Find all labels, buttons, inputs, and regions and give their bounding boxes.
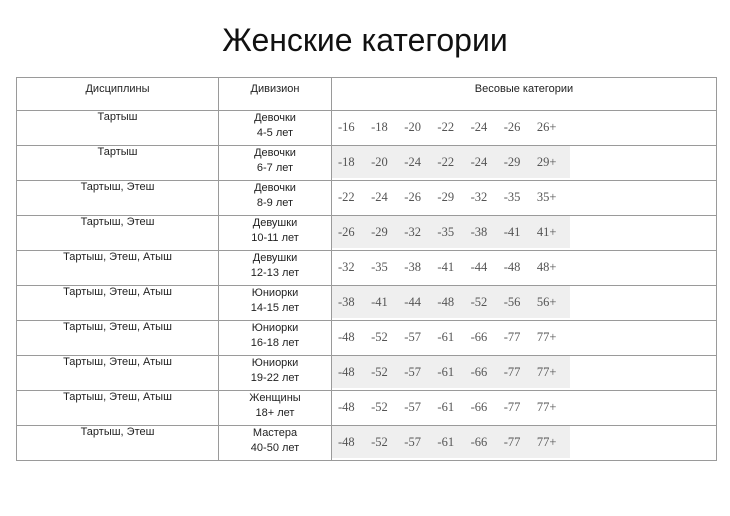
weights-group [332, 286, 570, 318]
weight-value: -24 [371, 189, 388, 204]
weight-value: -22 [338, 189, 355, 204]
weight-value: -77 [503, 364, 521, 379]
weights-cell [332, 286, 717, 321]
weight-value: -77 [503, 329, 521, 344]
table-row [17, 216, 717, 251]
weight-value: -16 [338, 119, 355, 134]
weight-value: -61 [437, 399, 455, 414]
division-cell [219, 286, 332, 321]
weight-value: 77+ [536, 364, 557, 379]
division-cell [219, 251, 332, 286]
division-cell [219, 426, 332, 461]
weight-value: -41 [371, 294, 388, 309]
age-label: 8-9 лет [256, 197, 294, 209]
division-cell [219, 181, 332, 216]
table-row [17, 391, 717, 426]
weights-group [332, 111, 570, 143]
weight-value: -61 [437, 329, 455, 344]
weight-value: 29+ [536, 154, 557, 169]
division-cell [219, 216, 332, 251]
weights-cell [332, 251, 717, 286]
weight-value: -22 [437, 154, 455, 169]
weight-value: -32 [470, 189, 488, 204]
weight-value: 48+ [536, 259, 557, 274]
weight-value: -29 [371, 224, 388, 239]
weight-value: -26 [338, 224, 355, 239]
table-row [17, 356, 717, 391]
weight-value: -32 [404, 224, 421, 239]
weight-value: -44 [470, 259, 488, 274]
weights-group [332, 181, 570, 213]
weights-group [332, 391, 570, 423]
weight-value: -38 [338, 294, 355, 309]
weight-value: 77+ [536, 329, 557, 344]
weight-value: -56 [503, 294, 521, 309]
weight-value: -66 [470, 364, 488, 379]
division-cell [219, 391, 332, 426]
weight-value: -20 [404, 119, 421, 134]
weight-value: -48 [338, 434, 355, 449]
weight-value: -48 [437, 294, 455, 309]
division-cell [219, 321, 332, 356]
weight-value: 26+ [536, 119, 557, 134]
weight-value: 77+ [536, 434, 557, 449]
weight-value: -26 [503, 119, 521, 134]
weight-value: 77+ [536, 399, 557, 414]
weight-value: -52 [371, 329, 388, 344]
age-label: 16-18 лет [250, 337, 300, 349]
age-label: 40-50 лет [250, 442, 300, 454]
age-label: 14-15 лет [250, 302, 300, 314]
weights-cell [332, 321, 717, 356]
weight-value: -26 [404, 189, 421, 204]
division-label: Девочки [254, 112, 296, 124]
weight-value: -18 [338, 154, 355, 169]
discipline-cell: Тартыш, Этеш, Атыш [17, 251, 219, 286]
discipline-cell: Тартыш, Этеш, Атыш [17, 286, 219, 321]
discipline-cell: Тартыш [17, 111, 219, 146]
header-division: Дивизион [219, 78, 332, 111]
discipline-cell: Тартыш, Этеш [17, 426, 219, 461]
weight-value: 35+ [536, 189, 557, 204]
weight-value: -52 [470, 294, 488, 309]
age-label: 18+ лет [255, 407, 295, 419]
weights-cell [332, 216, 717, 251]
weights-group [332, 321, 570, 353]
weight-value: -24 [404, 154, 421, 169]
header-disciplines: Дисциплины [17, 78, 219, 111]
weight-value: -77 [503, 434, 521, 449]
weight-value: -77 [503, 399, 521, 414]
discipline-cell: Тартыш, Этеш, Атыш [17, 321, 219, 356]
weights-group [332, 251, 570, 283]
weight-value: -57 [404, 434, 421, 449]
discipline-cell: Тартыш, Этеш, Атыш [17, 391, 219, 426]
weights-cell [332, 111, 717, 146]
discipline-cell: Тартыш, Этеш [17, 181, 219, 216]
weight-value: -61 [437, 364, 455, 379]
weight-value: -35 [437, 224, 455, 239]
weight-value: -32 [338, 259, 355, 274]
weight-value: -52 [371, 434, 388, 449]
table-row [17, 146, 717, 181]
weights-cell [332, 391, 717, 426]
table-row [17, 286, 717, 321]
weight-value: -38 [470, 224, 488, 239]
division-label: Девочки [254, 182, 296, 194]
weight-value: -57 [404, 399, 421, 414]
weight-value: -52 [371, 364, 388, 379]
weights-cell [332, 356, 717, 391]
weight-value: -48 [338, 364, 355, 379]
weight-value: -22 [437, 119, 455, 134]
weights-group [332, 216, 570, 248]
weight-value: -24 [470, 119, 488, 134]
weight-value: -48 [503, 259, 521, 274]
page-title: Женские категории [222, 22, 508, 58]
weights-cell [332, 426, 717, 461]
weight-value: 56+ [536, 294, 557, 309]
discipline-cell: Тартыш, Этеш, Атыш [17, 356, 219, 391]
weight-value: -18 [371, 119, 388, 134]
weight-value: -66 [470, 434, 488, 449]
weight-value: -57 [404, 329, 421, 344]
weights-group [332, 356, 570, 388]
weight-value: -41 [437, 259, 455, 274]
division-label: Мастера [252, 427, 298, 439]
weight-value: -48 [338, 329, 355, 344]
weights-cell [332, 181, 717, 216]
weight-value: -61 [437, 434, 455, 449]
age-label: 6-7 лет [256, 162, 294, 174]
weight-value: -35 [371, 259, 388, 274]
discipline-cell: Тартыш [17, 146, 219, 181]
division-cell [219, 146, 332, 181]
weight-value: -24 [470, 154, 488, 169]
weight-value: -20 [371, 154, 388, 169]
weight-value: -35 [503, 189, 521, 204]
division-label: Девочки [254, 147, 296, 159]
age-label: 10-11 лет [251, 232, 299, 244]
weight-value: 41+ [536, 224, 557, 239]
division-label: Девушки [252, 217, 298, 229]
table-body [17, 111, 717, 461]
header-weights: Весовые категории [332, 78, 717, 111]
categories-table [16, 77, 717, 461]
weight-value: -38 [404, 259, 421, 274]
division-label: Юниорки [251, 322, 299, 334]
division-label: Юниорки [251, 357, 299, 369]
weight-value: -48 [338, 399, 355, 414]
weight-value: -66 [470, 399, 488, 414]
age-label: 19-22 лет [250, 372, 300, 384]
weight-value: -41 [503, 224, 521, 239]
table-row [17, 111, 717, 146]
discipline-cell: Тартыш, Этеш [17, 216, 219, 251]
age-label: 4-5 лет [256, 127, 294, 139]
weight-value: -29 [503, 154, 521, 169]
table-header-row [17, 78, 717, 111]
weight-value: -29 [437, 189, 455, 204]
weight-value: -57 [404, 364, 421, 379]
weight-value: -66 [470, 329, 488, 344]
weights-group [332, 426, 570, 458]
division-label: Девушки [252, 252, 298, 264]
table-row [17, 321, 717, 356]
age-label: 12-13 лет [250, 267, 300, 279]
table-row [17, 181, 717, 216]
weights-cell [332, 146, 717, 181]
division-label: Юниорки [251, 287, 299, 299]
division-label: Женщины [249, 392, 301, 404]
weights-group [332, 146, 570, 178]
division-cell [219, 111, 332, 146]
weight-value: -52 [371, 399, 388, 414]
division-cell [219, 356, 332, 391]
table-row [17, 251, 717, 286]
table-row [17, 426, 717, 461]
weight-value: -44 [404, 294, 421, 309]
